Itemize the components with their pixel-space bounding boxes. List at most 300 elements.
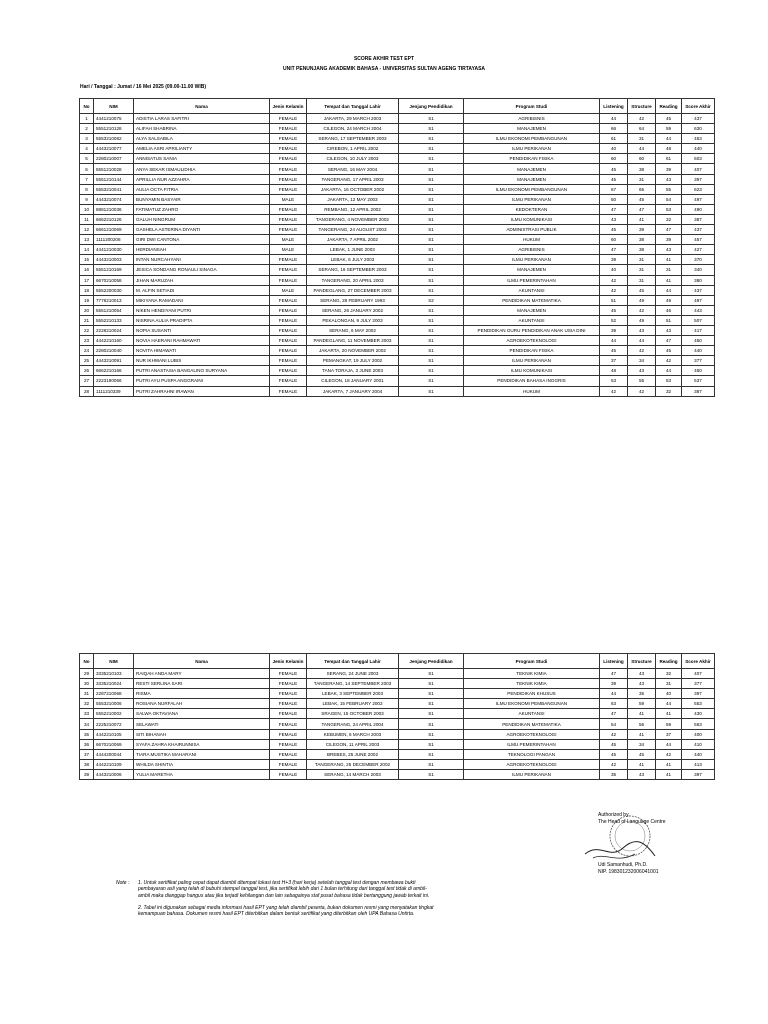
table-cell: ANNISATUS SANIA — [134, 154, 270, 164]
table-cell: 64 — [628, 124, 656, 134]
table-cell: 42 — [600, 386, 628, 396]
table-cell: 45 — [628, 285, 656, 295]
table-row — [80, 739, 715, 749]
table-cell: FEMALE — [270, 174, 307, 184]
table-cell: TANGERANG, 24 APRIL 2004 — [307, 719, 399, 729]
table-cell: 2 — [80, 124, 94, 134]
table-cell: TANGERANG, 24 AUGUST 2003 — [307, 225, 399, 235]
table-cell: SELAWATI — [134, 719, 270, 729]
table-cell: HERDIANSAH — [134, 245, 270, 255]
table-cell: FEMALE — [270, 386, 307, 396]
table-row — [80, 204, 715, 214]
table-cell: NUR IKHWANI LUBIS — [134, 356, 270, 366]
table-cell: S1 — [399, 124, 464, 134]
table-cell: 22 — [80, 325, 94, 335]
table-row — [80, 689, 715, 699]
table-cell: 45 — [600, 174, 628, 184]
table-cell: 44 — [600, 114, 628, 124]
table-cell: ILMU PEMERINTAHAN — [464, 739, 600, 749]
table-cell: BREBES, 25 JUNE 2002 — [307, 749, 399, 759]
table-cell: 46 — [656, 305, 682, 315]
table-cell: 1111200208 — [94, 235, 134, 245]
table-row — [80, 325, 715, 335]
table-cell: 42 — [628, 305, 656, 315]
table-cell: PUTRI ZAHRAHNI IRAWAN — [134, 386, 270, 396]
table-cell: ADISTIA LARAS SAFITRI — [134, 114, 270, 124]
table-cell: AGROEKOTEKNOLOGI — [464, 729, 600, 739]
table-cell: 42 — [628, 386, 656, 396]
score-table-1 — [79, 98, 715, 397]
table-cell: S1 — [399, 709, 464, 719]
document-title: SCORE AKHIR TEST EPT — [353, 56, 415, 62]
table-cell: 45 — [600, 225, 628, 235]
table-cell: 43 — [656, 325, 682, 335]
table-cell: 417 — [682, 325, 715, 335]
table-cell: ILMU PERIKANAN — [464, 144, 600, 154]
table-cell: 39 — [600, 325, 628, 335]
table-cell: 41 — [628, 759, 656, 769]
table-cell: YULIA MARETHA — [134, 769, 270, 779]
table-row — [80, 386, 715, 396]
table-cell: ILMU PERIKANAN — [464, 356, 600, 366]
table-cell: SERANG, 14 MARCH 2003 — [307, 769, 399, 779]
table-cell: S1 — [399, 689, 464, 699]
table-cell: 490 — [682, 204, 715, 214]
table-cell: M. ALFIN SETIADI — [134, 285, 270, 295]
table-cell: PENDIDIKAN FISIKA — [464, 154, 600, 164]
table-cell: GIRI DWI CANTONA — [134, 235, 270, 245]
table-cell: 67 — [600, 184, 628, 194]
table-cell: FEMALE — [270, 366, 307, 376]
table-cell: 45 — [628, 194, 656, 204]
table-cell: 44 — [656, 366, 682, 376]
table-cell: 59 — [628, 699, 656, 709]
table-cell: 31 — [628, 174, 656, 184]
table-cell: S1 — [399, 356, 464, 366]
table-cell: JAKARTA, 16 OCTOBER 2002 — [307, 184, 399, 194]
table-cell: PANDEGLANG, 11 NOVEMBER 2003 — [307, 336, 399, 346]
column-header: Tempat dan Tanggal Lahir — [307, 654, 399, 669]
table-row — [80, 336, 715, 346]
table-cell: 4441210030 — [94, 245, 134, 255]
table-cell: 59 — [656, 124, 682, 134]
table-cell: 5553210006 — [94, 699, 134, 709]
table-cell: ILMU KOMUNIKASI — [464, 366, 600, 376]
table-cell: CILEGON, 11 APRIL 2003 — [307, 739, 399, 749]
table-cell: 4443210077 — [94, 144, 134, 154]
table-cell: 38 — [628, 164, 656, 174]
table-cell: 630 — [682, 124, 715, 134]
table-cell: 6670210069 — [94, 739, 134, 749]
table-cell: 18 — [80, 285, 94, 295]
table-cell: 44 — [656, 739, 682, 749]
table-row — [80, 376, 715, 386]
table-row — [80, 154, 715, 164]
table-cell: 42 — [656, 356, 682, 366]
table-cell: 387 — [682, 386, 715, 396]
table-cell: 41 — [628, 729, 656, 739]
table-cell: 7 — [80, 174, 94, 184]
table-cell: KEDOKTERAN — [464, 204, 600, 214]
table-cell: 53 — [656, 376, 682, 386]
table-cell: FEMALE — [270, 154, 307, 164]
table-cell: NOVITA HIMAWATI — [134, 346, 270, 356]
table-cell: 8881210036 — [94, 204, 134, 214]
table-cell: 53 — [656, 204, 682, 214]
table-cell: ILMU EKONOMI PEMBANGUNAN — [464, 699, 600, 709]
table-cell: 2280210007 — [94, 154, 134, 164]
table-cell: ILMU PERIKANAN — [464, 194, 600, 204]
table-cell: 12 — [80, 225, 94, 235]
table-cell: 27 — [80, 376, 94, 386]
table-cell: WHILDA SHINTIA — [134, 759, 270, 769]
table-cell: 15 — [80, 255, 94, 265]
table-cell: 60 — [600, 154, 628, 164]
signer-name: Udi Samanhudi, Ph.D. — [598, 862, 648, 868]
table-cell: 44 — [600, 689, 628, 699]
table-cell: 31 — [656, 679, 682, 689]
table-cell: LEBAK, 6 JULY 2003 — [307, 255, 399, 265]
table-cell: NIKEN HENDIYANI PUTRI — [134, 305, 270, 315]
table-cell: FEMALE — [270, 699, 307, 709]
table-cell: PENDIDIKAN KHUSUS — [464, 689, 600, 699]
table-cell: 43 — [628, 366, 656, 376]
table-cell: 47 — [600, 709, 628, 719]
table-cell: MALE — [270, 194, 307, 204]
table-row — [80, 235, 715, 245]
table-cell: 31 — [656, 265, 682, 275]
table-cell: ILMU PERIKANAN — [464, 769, 600, 779]
table-cell: 42 — [600, 275, 628, 285]
column-header: Listening — [600, 654, 628, 669]
table-row — [80, 749, 715, 759]
table-cell: FEMALE — [270, 325, 307, 335]
table-cell: FEMALE — [270, 315, 307, 325]
note-item: 1. Untuk sertifikat paling cepat dapat diambil ditempat lokasi test H+3 (hari kerja) setelah tanggal test dengan membawa bukti pembayaran asli yang telah di bubuhi stempel tanggal test, jika sertifikat lebih dari 1 bulan terhitung dari tanggal test tidak di ambil-ambil maka dianggap hangus atau jika terjadi kehilangan dan lain sebagainya staf pusat bahasa tidak bertanggung jawab terkait ini. — [138, 880, 430, 899]
table-cell: 65 — [628, 184, 656, 194]
table-cell: JIHAN MARUZAH — [134, 275, 270, 285]
table-cell: 41 — [656, 709, 682, 719]
table-cell: 41 — [656, 255, 682, 265]
column-header: Nama — [134, 654, 270, 669]
table-cell: FEMALE — [270, 164, 307, 174]
table-cell: 55 — [656, 184, 682, 194]
table-cell: CILEGON, 18 JANUARY 2001 — [307, 376, 399, 386]
table-cell: FEMALE — [270, 214, 307, 224]
column-header: Score Akhir — [682, 99, 715, 114]
table-cell: 397 — [682, 174, 715, 184]
table-cell: 60 — [600, 235, 628, 245]
table-cell: MANAJEMEN — [464, 124, 600, 134]
table-cell: S1 — [399, 275, 464, 285]
table-cell: 43 — [600, 214, 628, 224]
table-cell: 2280210040 — [94, 346, 134, 356]
table-cell: S1 — [399, 164, 464, 174]
table-cell: 42 — [656, 749, 682, 759]
table-cell: ALIFAH SHABRINA — [134, 124, 270, 134]
column-header: Jenis Kelamin — [270, 654, 307, 669]
table-cell: JAKARTA, 29 MARCH 2003 — [307, 114, 399, 124]
table-cell: FEMALE — [270, 669, 307, 679]
table-cell: 437 — [682, 225, 715, 235]
table-cell: 3335210024 — [94, 679, 134, 689]
table-cell: 407 — [682, 669, 715, 679]
table-cell: 6662210126 — [94, 214, 134, 224]
column-header: Reading — [656, 654, 682, 669]
table-cell: LEBAK, 3 SEPTEMBER 2003 — [307, 689, 399, 699]
table-row — [80, 194, 715, 204]
table-cell: 31 — [628, 255, 656, 265]
table-cell: 45 — [600, 749, 628, 759]
table-cell: 42 — [600, 759, 628, 769]
table-cell: 43 — [656, 245, 682, 255]
table-cell: PUTRI AYU PUSPA ANGGRAINI — [134, 376, 270, 386]
table-cell: 47 — [600, 204, 628, 214]
table-cell: S2 — [399, 295, 464, 305]
table-row — [80, 346, 715, 356]
table-cell: 61 — [600, 134, 628, 144]
table-cell: 377 — [682, 679, 715, 689]
table-cell: 34 — [80, 719, 94, 729]
table-cell: S1 — [399, 315, 464, 325]
table-cell: 340 — [682, 265, 715, 275]
table-cell: 39 — [656, 164, 682, 174]
table-cell: 32 — [656, 386, 682, 396]
table-cell: SERANG, 16 SEPTEMBER 2003 — [307, 265, 399, 275]
table-cell: 42 — [600, 285, 628, 295]
table-cell: AKUNTANSI — [464, 709, 600, 719]
table-cell: FEMALE — [270, 346, 307, 356]
table-cell: AKUNTANSI — [464, 285, 600, 295]
table-cell: S1 — [399, 749, 464, 759]
column-header: Tempat dan Tanggal Lahir — [307, 99, 399, 114]
table-cell: JAKARTA, 7 JANUARY 2004 — [307, 386, 399, 396]
table-cell: 37 — [80, 749, 94, 759]
table-cell: 17 — [80, 275, 94, 285]
table-cell: S1 — [399, 265, 464, 275]
table-cell: HUKUM — [464, 386, 600, 396]
table-cell: S1 — [399, 366, 464, 376]
table-cell: 1111210339 — [94, 386, 134, 396]
table-cell: LEBAK, 15 FEBRUARY 2002 — [307, 699, 399, 709]
document-subtitle: UNIT PENUNJANG AKADEMIK BAHASA - UNIVERSITAS SULTAN AGENG TIRTAYASA — [282, 66, 486, 72]
table-row — [80, 124, 715, 134]
table-cell: FEMALE — [270, 295, 307, 305]
table-cell: APRILLIA NUR AZZAHRA — [134, 174, 270, 184]
table-cell: 31 — [628, 275, 656, 285]
table-cell: 21 — [80, 315, 94, 325]
table-cell: FEMALE — [270, 305, 307, 315]
table-cell: 31 — [628, 134, 656, 144]
table-cell: 437 — [682, 114, 715, 124]
table-cell: 13 — [80, 235, 94, 245]
table-cell: 4441210075 — [94, 114, 134, 124]
table-cell: 19 — [80, 295, 94, 305]
score-table-2 — [79, 653, 715, 780]
table-cell: FEMALE — [270, 255, 307, 265]
table-cell: BUNYAMIN BASYAIR — [134, 194, 270, 204]
table-cell: 41 — [656, 759, 682, 769]
table-cell: HUKUM — [464, 235, 600, 245]
table-cell: 29 — [80, 669, 94, 679]
table-cell: S1 — [399, 225, 464, 235]
table-cell: PUTRI ANASTASIA BANGALINO SURYANA — [134, 366, 270, 376]
table-cell: SITI BIHANAH — [134, 729, 270, 739]
table-cell: S1 — [399, 719, 464, 729]
table-cell: 36 — [80, 739, 94, 749]
table-cell: FEMALE — [270, 134, 307, 144]
table-cell: RISMA — [134, 689, 270, 699]
table-cell: S1 — [399, 194, 464, 204]
table-cell: 397 — [682, 769, 715, 779]
table-cell: MALE — [270, 235, 307, 245]
column-header: Score Akhir — [682, 654, 715, 669]
table-cell: INTAN NURCAHYANI — [134, 255, 270, 265]
notes-block — [138, 880, 438, 923]
table-cell: 49 — [628, 315, 656, 325]
table-cell: PENDIDIKAN FISIKA — [464, 346, 600, 356]
table-cell: 8 — [80, 184, 94, 194]
table-cell: 563 — [682, 719, 715, 729]
table-cell: 2287210068 — [94, 689, 134, 699]
table-cell: 5552210133 — [94, 315, 134, 325]
table-cell: 3335210103 — [94, 669, 134, 679]
column-header: Jenis Kelamin — [270, 99, 307, 114]
table-cell: S1 — [399, 285, 464, 295]
table-cell: 45 — [628, 749, 656, 759]
table-cell: SERANG, 16 MAY 2004 — [307, 164, 399, 174]
table-cell: CILEGON, 24 MARCH 2004 — [307, 124, 399, 134]
table-cell: 33 — [80, 709, 94, 719]
table-cell: 49 — [628, 295, 656, 305]
table-row — [80, 134, 715, 144]
table-cell: AGROEKOTEKNOLOGI — [464, 336, 600, 346]
table-cell: 4442210109 — [94, 759, 134, 769]
table-cell: FEMALE — [270, 719, 307, 729]
table-cell: 37 — [600, 356, 628, 366]
table-cell: 42 — [600, 729, 628, 739]
table-cell: 43 — [628, 325, 656, 335]
table-cell: 5551210054 — [94, 305, 134, 315]
table-cell: TIARA MUSTIKA MAHARANI — [134, 749, 270, 759]
table-cell: 5551210159 — [94, 265, 134, 275]
table-cell: 4443210003 — [94, 255, 134, 265]
table-cell: 44 — [656, 285, 682, 295]
table-cell: 437 — [682, 285, 715, 295]
table-cell: 24 — [80, 346, 94, 356]
table-cell: KEBUMEN, 6 MARCH 2003 — [307, 729, 399, 739]
table-cell: 5551210144 — [94, 174, 134, 184]
table-cell: S1 — [399, 114, 464, 124]
table-cell: 5 — [80, 154, 94, 164]
table-cell: 47 — [600, 669, 628, 679]
table-cell: 47 — [656, 225, 682, 235]
table-cell: 45 — [600, 346, 628, 356]
table-cell: JAKARTA, 12 MAY 2003 — [307, 194, 399, 204]
table-cell: S1 — [399, 214, 464, 224]
table-cell: GALUH NINGRUM — [134, 214, 270, 224]
table-cell: S1 — [399, 305, 464, 315]
table-cell: FEMALE — [270, 729, 307, 739]
table-cell: TANGERANG, 4 NOVEMBER 2002 — [307, 214, 399, 224]
table-cell: 38 — [628, 235, 656, 245]
table-cell: S1 — [399, 336, 464, 346]
table-cell: ALYA SALSABILA — [134, 134, 270, 144]
table-cell: 497 — [682, 295, 715, 305]
table-cell: 4443210091 — [94, 356, 134, 366]
table-cell: 44 — [656, 134, 682, 144]
table-cell: 6661210069 — [94, 225, 134, 235]
table-cell: AKUNTANSI — [464, 315, 600, 325]
table-cell: MANAJEMEN — [464, 265, 600, 275]
table-cell: FEMALE — [270, 265, 307, 275]
table-cell: S1 — [399, 386, 464, 396]
table-cell: S1 — [399, 699, 464, 709]
table-cell: ILMU PEMERINTAHAN — [464, 275, 600, 285]
table-cell: S1 — [399, 204, 464, 214]
table-cell: 39 — [628, 225, 656, 235]
table-cell: AGRIBISNIS — [464, 114, 600, 124]
table-cell: S1 — [399, 729, 464, 739]
table-cell: S1 — [399, 184, 464, 194]
table-cell: 430 — [682, 709, 715, 719]
table-cell: 34 — [628, 356, 656, 366]
table-cell: 35 — [628, 689, 656, 699]
table-row — [80, 679, 715, 689]
table-cell: MALE — [270, 285, 307, 295]
table-cell: TANGERANG, 25 DECEMBER 2002 — [307, 759, 399, 769]
table-cell: NOPIA SUSANTI — [134, 325, 270, 335]
table-cell: 450 — [682, 336, 715, 346]
table-cell: 497 — [682, 194, 715, 204]
table-cell: FEMALE — [270, 225, 307, 235]
table-cell: MALE — [270, 245, 307, 255]
table-cell: SERANG, 6 MAY 2002 — [307, 325, 399, 335]
table-row — [80, 366, 715, 376]
table-cell: ILMU KOMUNIKASI — [464, 214, 600, 224]
table-cell: PENDIDIKAN GURU PENDIDIKAN ANAK USIA DINI — [464, 325, 600, 335]
table-cell: 56 — [628, 719, 656, 729]
table-cell: 450 — [682, 366, 715, 376]
table-cell: 28 — [80, 386, 94, 396]
table-cell: SERANG, 17 SEPTEMBER 2003 — [307, 134, 399, 144]
table-cell: JESICA SONDANG RONAULI SINAGA — [134, 265, 270, 275]
table-cell: FEMALE — [270, 275, 307, 285]
table-cell: FEMALE — [270, 759, 307, 769]
table-cell: MANAJEMEN — [464, 164, 600, 174]
table-cell: JAKARTA, 7 APRIL 2002 — [307, 235, 399, 245]
table-cell: 37 — [656, 729, 682, 739]
table-cell: MIKIYANA RAMADANI — [134, 295, 270, 305]
table-cell: 44 — [656, 699, 682, 709]
table-row — [80, 164, 715, 174]
table-cell: FEMALE — [270, 184, 307, 194]
table-cell: 1 — [80, 114, 94, 124]
table-cell: 377 — [682, 356, 715, 366]
table-row — [80, 759, 715, 769]
table-cell: PENDIDIKAN BAHASA INGGRIS — [464, 376, 600, 386]
table-cell: AULIA OCTA FITRIA — [134, 184, 270, 194]
table-cell: TEKNIK KIMIA — [464, 669, 600, 679]
table-cell: TEKNIK KIMIA — [464, 679, 600, 689]
column-header: Listening — [600, 99, 628, 114]
table-cell: 49 — [656, 295, 682, 305]
table-row — [80, 225, 715, 235]
table-cell: 3 — [80, 134, 94, 144]
table-cell: 30 — [80, 679, 94, 689]
column-header: Structure — [628, 99, 656, 114]
table-cell: 427 — [682, 245, 715, 255]
